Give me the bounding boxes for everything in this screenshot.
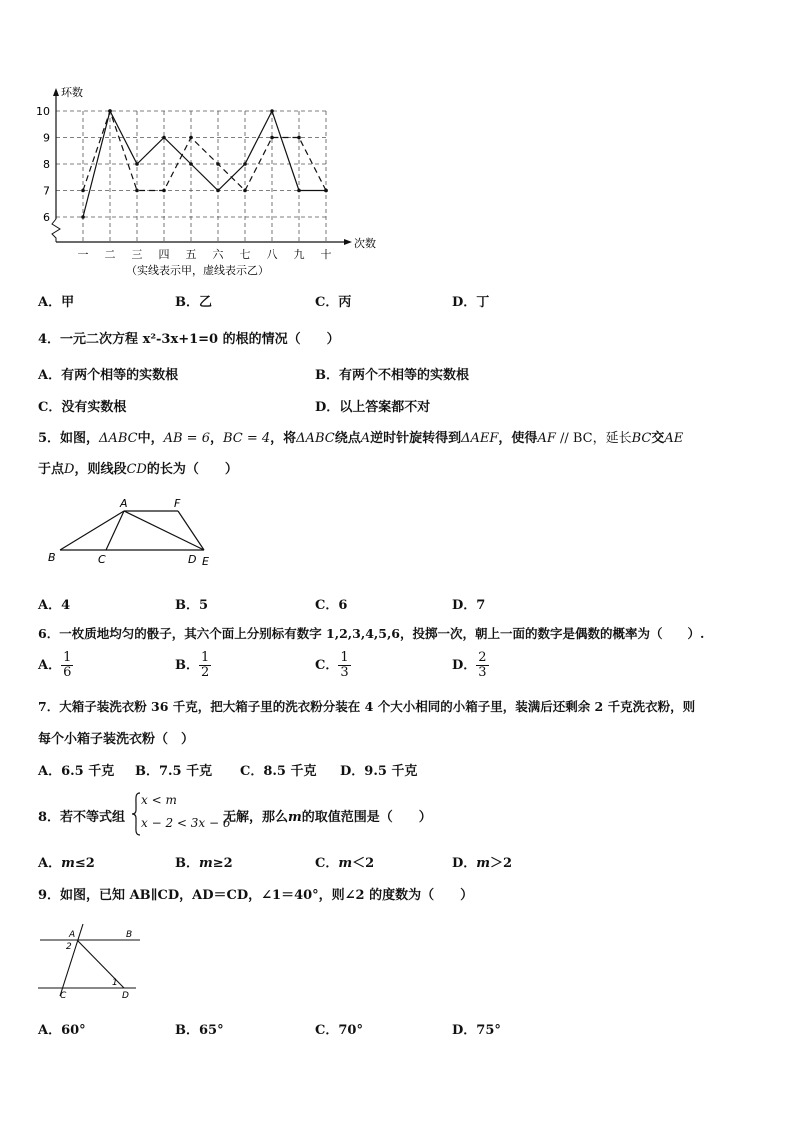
q9-option-a[interactable]: A．60° [38, 1023, 86, 1038]
q5-af: AF [537, 431, 556, 446]
q4-option-b[interactable]: B．有两个不相等的实数根 [315, 368, 469, 383]
q8-option-var: m [199, 856, 213, 871]
q5-figure [40, 495, 230, 575]
q8-option-c[interactable] [315, 852, 374, 871]
q5-label-d: D [188, 553, 197, 566]
q5-label-e: E [202, 555, 209, 568]
q9-option-c[interactable]: C．70° [315, 1023, 363, 1038]
x-tick-label: 六 [212, 248, 224, 261]
q8-option-rel: ＞2 [490, 856, 513, 871]
q5-stem-line1 [38, 427, 683, 446]
data-point-乙 [81, 189, 85, 193]
x-tick-label: 二 [104, 248, 116, 261]
q7-option-b[interactable]: B．7.5 千克 [135, 764, 213, 779]
y-tick-label: 8 [43, 158, 50, 171]
q5-option-b[interactable]: B．5 [175, 598, 209, 613]
q6-option-letter: B． [175, 658, 199, 673]
x-tick-label: 四 [158, 248, 170, 261]
q6-option-b[interactable] [175, 651, 211, 680]
series-line-乙 [83, 111, 326, 191]
q8-prefix: 8．若不等式组 [38, 810, 126, 825]
q5-text: 5．如图， [38, 431, 100, 446]
data-point-乙 [162, 189, 166, 193]
data-point-乙 [297, 136, 301, 140]
q4-option-a[interactable]: A．有两个相等的实数根 [38, 368, 179, 383]
data-point-甲 [189, 162, 193, 166]
data-point-乙 [243, 189, 247, 193]
data-point-甲 [243, 162, 247, 166]
q6-option-letter: A． [38, 658, 62, 673]
q4-option-d[interactable]: D．以上答案都不对 [315, 400, 431, 415]
q8-option-rel: ＜2 [352, 856, 375, 871]
q3-option-a[interactable]: A．甲 [38, 295, 75, 310]
data-point-甲 [270, 109, 274, 113]
q8-option-letter: B． [175, 856, 199, 871]
q6-fraction [61, 651, 73, 680]
q6-fraction [338, 651, 350, 680]
x-tick-label: 五 [185, 248, 197, 261]
q8-option-letter: D． [452, 856, 477, 871]
q8-option-var: m [476, 856, 491, 871]
q6-denominator: 6 [63, 665, 72, 680]
q5-option-d[interactable]: D．7 [452, 598, 486, 613]
q8-var-m: m [288, 810, 302, 825]
q5-text: ，将 [270, 431, 297, 446]
x-tick-label: 七 [239, 248, 251, 261]
q5-tri-abc: ΔABC [99, 431, 138, 446]
q9-option-b[interactable]: B．65° [175, 1023, 224, 1038]
data-point-乙 [135, 189, 139, 193]
q5-text: 逆时针旋转得到 [370, 431, 462, 446]
q5-label-f: F [174, 497, 181, 510]
x-tick-label: 十 [320, 248, 332, 261]
q8-option-rel: ≥2 [212, 856, 233, 871]
data-point-甲 [162, 136, 166, 140]
q5-text: 交 [651, 431, 665, 446]
q6-numerator: 2 [478, 650, 487, 665]
q9-label-a: A [69, 930, 76, 940]
y-axis-arrow [53, 88, 59, 96]
q5-point-d: D [64, 462, 75, 477]
q8-text: 无解，那么 [223, 810, 289, 825]
q9-label-1: 1 [112, 978, 118, 988]
q5-segment-ae [124, 511, 204, 550]
q8-option-letter: C． [315, 856, 339, 871]
data-point-乙 [189, 136, 193, 140]
data-point-乙 [216, 162, 220, 166]
q5-tri-aef: ΔAEF [461, 431, 499, 446]
q6-option-c[interactable] [315, 651, 351, 680]
y-tick-label: 9 [43, 131, 50, 145]
q7-option-d[interactable]: D．9.5 千克 [340, 764, 418, 779]
q6-denominator: 3 [478, 665, 487, 680]
y-tick-label: 10 [36, 105, 50, 118]
q6-option-a[interactable] [38, 651, 73, 680]
x-axis-arrow [344, 239, 352, 245]
data-point-乙 [270, 136, 274, 140]
q9-figure [36, 920, 146, 1005]
q3-option-c[interactable]: C．丙 [315, 295, 352, 310]
q6-numerator: 1 [340, 650, 349, 665]
q8-option-rel: ≤2 [74, 856, 95, 871]
q6-denominator: 3 [340, 665, 349, 680]
data-point-甲 [135, 162, 139, 166]
chart-caption: （实线表示甲，虚线表示乙） [126, 264, 269, 277]
data-point-甲 [297, 189, 301, 193]
q5-bc2: BC [631, 431, 652, 446]
q6-stem: 6．一枚质地均匀的骰子，其六个面上分别标有数字 1,2,3,4,5,6，投掷一次，朝上一面的数字是偶数的概率为（ ）. [38, 626, 705, 641]
q5-point-a: A [360, 431, 371, 446]
q5-ae: AE [664, 431, 684, 446]
q4-option-c[interactable]: C．没有实数根 [38, 400, 127, 415]
data-point-乙 [324, 189, 328, 193]
q9-label-2: 2 [66, 942, 72, 952]
q3-option-b[interactable]: B．乙 [175, 295, 212, 310]
data-point-乙 [108, 109, 112, 113]
q5-bc: BC = 4 [222, 431, 271, 446]
q5-text: ，使得 [498, 431, 538, 446]
q5-parallel: // BC，延长 [555, 431, 632, 446]
q6-denominator: 2 [201, 665, 210, 680]
q5-option-a[interactable]: A．4 [38, 598, 71, 613]
x-axis-label: 次数 [354, 237, 376, 250]
y-axis-label: 环数 [61, 86, 83, 99]
q6-fraction [199, 651, 211, 680]
q8-option-d[interactable] [452, 852, 512, 871]
q6-option-letter: D． [452, 658, 477, 673]
q5-text: ， [209, 431, 223, 446]
q6-option-d[interactable] [452, 651, 489, 680]
q4-stem: 4．一元二次方程 x²-3x+1=0 的根的情况（ ） [38, 332, 340, 347]
q9-label-b: B [126, 930, 133, 940]
q6-fraction [476, 651, 488, 680]
y-tick-label: 6 [43, 211, 50, 224]
q8-option-a[interactable] [38, 852, 95, 871]
score-line-chart [28, 84, 388, 284]
q8-suffix [223, 806, 432, 825]
q8-option-b[interactable] [175, 852, 233, 871]
q6-numerator: 1 [63, 650, 72, 665]
x-tick-label: 八 [266, 248, 278, 261]
q8-inequality-2: x − 2 < 3x − 6 [141, 816, 231, 830]
q5-text: 中， [137, 431, 164, 446]
q5-cd: CD [126, 462, 147, 477]
q5-label-a: A [120, 497, 128, 510]
x-tick-label: 三 [131, 248, 143, 261]
q7-stem-line2: 每个小箱子装洗衣粉（ ） [38, 732, 195, 747]
q8-option-letter: A． [38, 856, 62, 871]
q9-stem: 9．如图，已知 AB∥CD，AD＝CD，∠1＝40°，则∠2 的度数为（ ） [38, 888, 474, 903]
q5-text: 于点 [38, 462, 65, 477]
data-point-甲 [81, 215, 85, 219]
q5-stem-line2 [38, 458, 238, 477]
q9-label-d: D [122, 991, 129, 1001]
q5-text: 绕点 [334, 431, 361, 446]
q8-option-var: m [338, 856, 353, 871]
q9-option-d[interactable]: D．75° [452, 1023, 501, 1038]
q5-tri-abc2: ΔABC [296, 431, 335, 446]
q8-brace [131, 792, 141, 836]
q7-option-a[interactable]: A．6.5 千克 [38, 764, 115, 779]
q6-option-letter: C． [315, 658, 339, 673]
q5-ab: AB = 6 [163, 431, 210, 446]
q3-option-d[interactable]: D．丁 [452, 295, 490, 310]
data-point-甲 [216, 189, 220, 193]
q7-stem-line1: 7．大箱子装洗衣粉 36 千克，把大箱子里的洗衣粉分装在 4 个大小相同的小箱子里，装满后还剩余 2 千克洗衣粉，则 [38, 699, 696, 714]
q6-numerator: 1 [201, 650, 210, 665]
q8-inequality-1: x < m [141, 793, 177, 807]
x-tick-label: 一 [77, 248, 89, 261]
q8-text: 的取值范围是（ ） [301, 810, 432, 825]
y-tick-label: 7 [43, 184, 50, 198]
axis-break-zigzag [52, 219, 60, 242]
q9-label-c: C [60, 991, 67, 1001]
q5-option-c[interactable]: C．6 [315, 598, 348, 613]
x-tick-label: 九 [293, 248, 305, 261]
q7-option-c[interactable]: C．8.5 千克 [240, 764, 317, 779]
q5-label-b: B [48, 551, 56, 564]
q5-label-c: C [98, 553, 106, 566]
q5-text: ，则线段 [74, 462, 127, 477]
q5-text: 的长为（ ） [146, 462, 238, 477]
q8-option-var: m [61, 856, 75, 871]
